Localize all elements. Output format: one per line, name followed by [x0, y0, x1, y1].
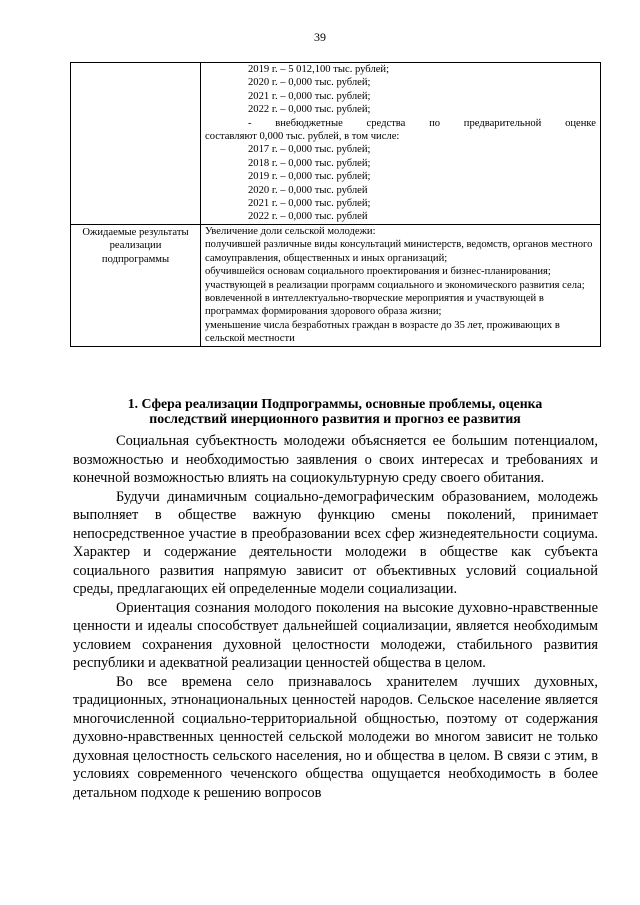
results-item: участвующей в реализации программ социального и экономического развития села;: [205, 279, 585, 291]
extrabudget-lead: - внебюджетные средства по предварительной оценке: [248, 117, 596, 129]
body-paragraph: Ориентация сознания молодого поколения на высокие духовно-нравственные ценности и идеалы способствует дальнейшей социализации, является необходимым условием сохранения духовной целостности молодежи, стабильного развития республики и адекватной реализации ценностей общества в целом.: [73, 599, 598, 671]
section-heading: [80, 396, 590, 426]
results-item: вовлеченной в интеллектуально-творческие мероприятия и участвующей в программах формирования здорового образа жизни;: [205, 292, 544, 318]
section-heading-line: последствий инерционного развития и прогноз ее развития: [149, 411, 521, 426]
results-row: [71, 224, 601, 346]
extrabudget-total: составляют 0,000 тыс. рублей, в том числе:: [205, 131, 400, 143]
page-number: 39: [314, 30, 326, 44]
results-item: обучившейся основам социального проектирования и бизнес-планирования;: [205, 266, 551, 278]
section-heading-line: 1. Сфера реализации Подпрограммы, основные проблемы, оценка: [127, 396, 543, 411]
extrabudget-line: 2022 г. – 0,000 тыс. рублей: [248, 211, 368, 223]
extrabudget-line: 2020 г. – 0,000 тыс. рублей: [248, 184, 368, 196]
section-body: [73, 432, 598, 802]
funding-content-cell: [201, 63, 601, 225]
extrabudget-line: 2019 г. – 0,000 тыс. рублей;: [248, 171, 371, 183]
extrabudget-line: 2017 г. – 0,000 тыс. рублей;: [248, 144, 371, 156]
results-item: уменьшение числа безработных граждан в возрасте до 35 лет, проживающих в сельской местности: [205, 319, 560, 345]
funding-label-cell: [71, 63, 201, 225]
subprogram-passport-table: [70, 62, 601, 347]
results-label: Ожидаемые результаты реализации подпрограммы: [71, 224, 201, 346]
funding-line: 2021 г. – 0,000 тыс. рублей;: [248, 90, 371, 102]
results-intro: Увеличение доли сельской молодежи:: [205, 225, 376, 237]
funding-row: [71, 63, 601, 225]
extrabudget-line: 2021 г. – 0,000 тыс. рублей;: [248, 198, 371, 210]
results-content-cell: [201, 224, 601, 346]
funding-line: 2022 г. – 0,000 тыс. рублей;: [248, 104, 371, 116]
extrabudget-line: 2018 г. – 0,000 тыс. рублей;: [248, 157, 371, 169]
body-paragraph: Социальная субъектность молодежи объясняется ее большим потенциалом, возможностью и необходимостью заявления о своих интересах и требованиях и конечной возможностью влиять на социокультурную среду своего обитания.: [73, 433, 598, 486]
body-paragraph: Во все времена село признавалось хранителем лучших духовных, традиционных, этнонациональных ценностей народов. Сельское население является многочисленной социально-территориальной общностью, поэтому от содержания духовно-нравственных ценностей сельской молодежи во многом зависит не только духовная целостность сельского населения, но и общества в целом. В связи с этим, в условиях современного чеченского общества ощущается необходимость в более детальном подходе к решению вопросов: [73, 673, 598, 801]
results-item: получившей различные виды консультаций министерств, ведомств, органов местного самоуправления, общественных и иных организаций;: [205, 239, 593, 264]
funding-line: 2020 г. – 0,000 тыс. рублей;: [248, 77, 371, 89]
body-paragraph: Будучи динамичным социально-демографическим образованием, молодежь выполняет в обществе важную функцию смены поколений, принимает непосредственное участие в преобразовании всех сфер жизнедеятельности социума. Характер и содержание деятельности молодежи в обществе как субъекта социального развития напрямую зависит от объективных условий социальной среды, предлагающих ей определенные модели социализации.: [73, 488, 598, 597]
funding-line: 2019 г. – 5 012,100 тыс. рублей;: [248, 64, 390, 75]
